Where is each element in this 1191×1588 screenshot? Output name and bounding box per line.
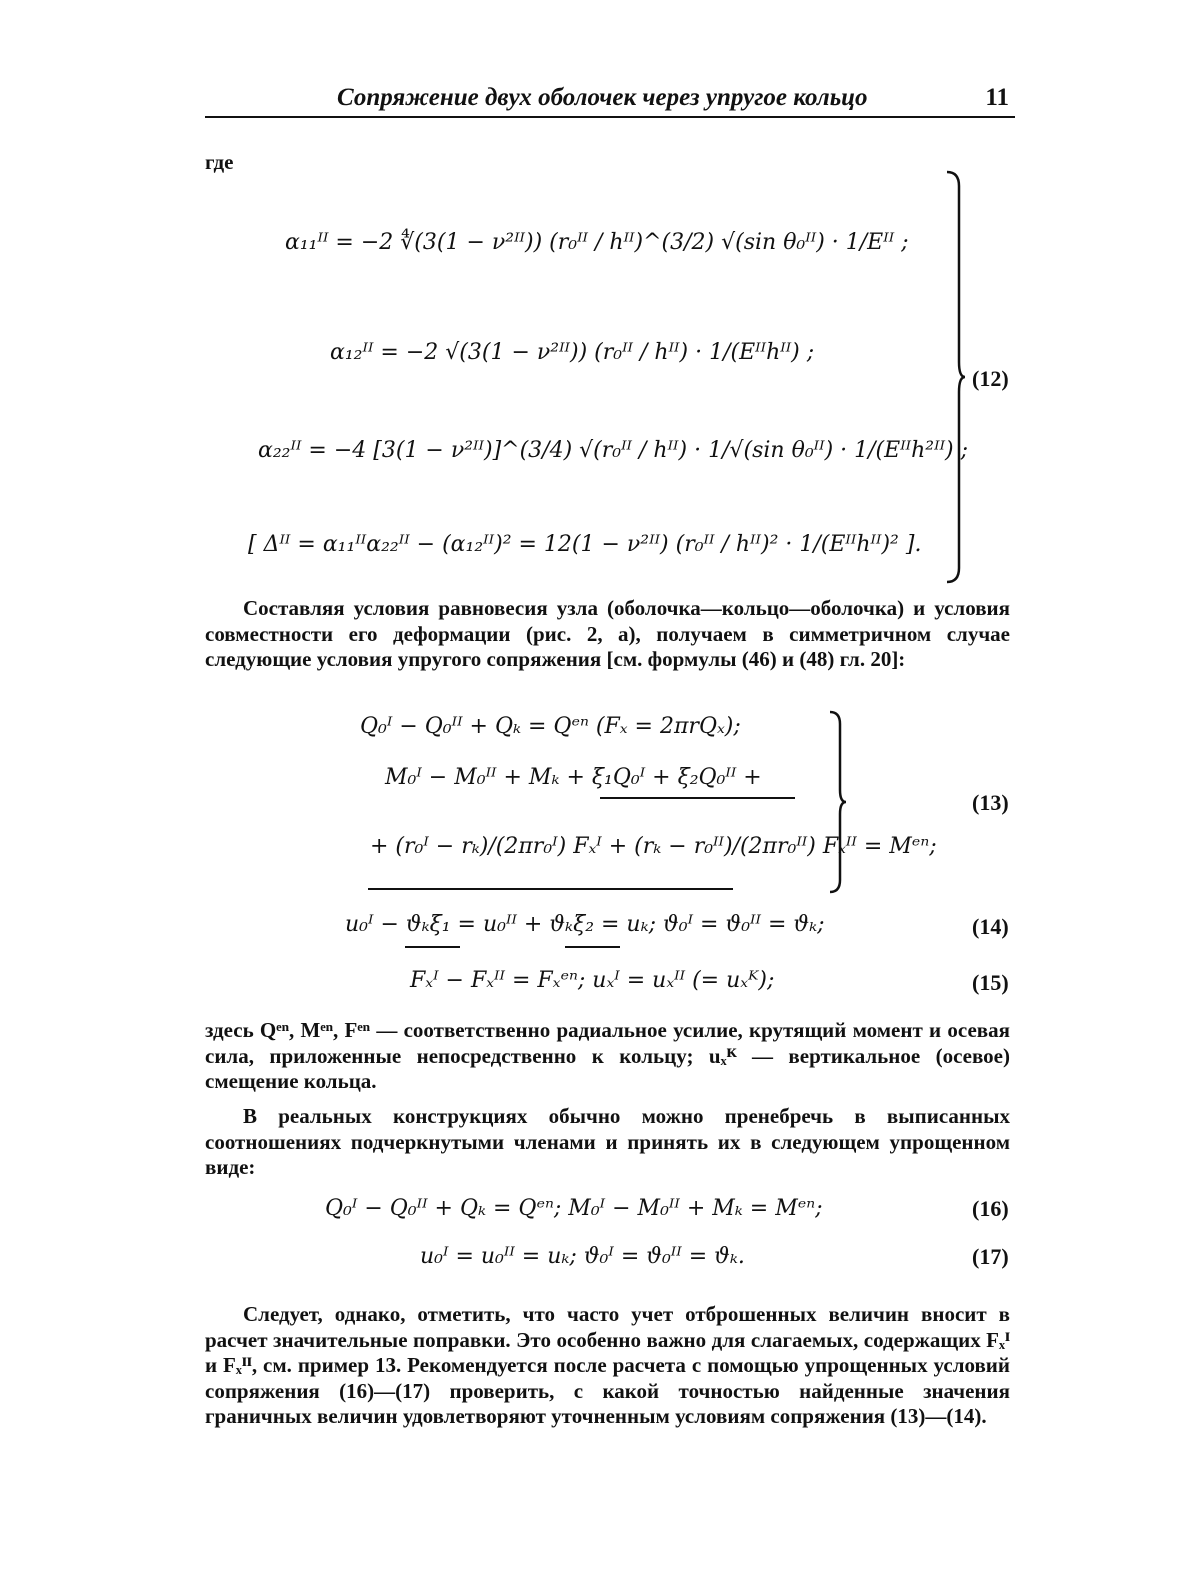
underline-13-line3 bbox=[368, 888, 733, 890]
equation-alpha12: α₁₂ᴵᴵ = −2 √(3(1 − ν²ᴵᴵ)) (r₀ᴵᴵ / hᴵᴵ) · 1/(Eᴵᴵhᴵᴵ) ; bbox=[330, 340, 815, 365]
equation-number-16: (16) bbox=[972, 1196, 1009, 1221]
intro-word: где bbox=[205, 150, 234, 174]
equation-alpha11: α₁₁ᴵᴵ = −2 ∜(3(1 − ν²ᴵᴵ)) (r₀ᴵᴵ / hᴵᴵ)^(3/2) √(sin θ₀ᴵᴵ) · 1/Eᴵᴵ ; bbox=[285, 230, 909, 255]
equation-16: Q₀ᴵ − Q₀ᴵᴵ + Qₖ = Qᵉⁿ; M₀ᴵ − M₀ᴵᴵ + Mₖ = Mᵉⁿ; bbox=[325, 1196, 823, 1221]
equation-13-line2: M₀ᴵ − M₀ᴵᴵ + Mₖ + ξ₁Q₀ᴵ + ξ₂Q₀ᴵᴵ + bbox=[385, 765, 762, 790]
running-header bbox=[205, 84, 1015, 118]
equation-15: Fₓᴵ − Fₓᴵᴵ = Fₓᵉⁿ; uₓᴵ = uₓᴵᴵ (= uₓᴷ); bbox=[410, 968, 775, 993]
header-rule bbox=[205, 116, 1015, 118]
right-brace-12 bbox=[945, 172, 965, 582]
equation-number-13: (13) bbox=[972, 790, 1009, 815]
paragraph-simplification: В реальных конструкциях обычно можно пренебречь в выписанных соотношениях подчеркнутыми членами и принять их в следующем упрощенном виде: bbox=[205, 1104, 1010, 1179]
equation-number-14: (14) bbox=[972, 914, 1009, 939]
underline-14-right bbox=[565, 946, 620, 948]
equation-13-line1: Q₀ᴵ − Q₀ᴵᴵ + Qₖ = Qᵉⁿ (Fₓ = 2πrQₓ); bbox=[360, 714, 741, 739]
paragraph-equilibrium: Составляя условия равновесия узла (оболочка—кольцо—оболочка) и условия совместности его деформации (рис. 2, а), получаем в симметричном случае следующие условия упругого сопряжения [см. формулы (46) и (48) гл. 20]: bbox=[205, 596, 1010, 671]
header-title: Сопряжение двух оболочек через упругое кольцо bbox=[337, 84, 868, 111]
page-number: 11 bbox=[985, 84, 1009, 111]
equation-13-line3: + (r₀ᴵ − rₖ)/(2πr₀ᴵ) Fₓᴵ + (rₖ − r₀ᴵᴵ)/(2πr₀ᴵᴵ) Fₓᴵᴵ = Mᵉⁿ; bbox=[370, 834, 937, 859]
equation-number-15: (15) bbox=[972, 970, 1009, 995]
equation-number-17: (17) bbox=[972, 1244, 1009, 1269]
equation-number-12: (12) bbox=[972, 366, 1009, 391]
equation-delta: [ Δᴵᴵ = α₁₁ᴵᴵα₂₂ᴵᴵ − (α₁₂ᴵᴵ)² = 12(1 − ν²ᴵᴵ) (r₀ᴵᴵ / hᴵᴵ)² · 1/(Eᴵᴵhᴵᴵ)² ]. bbox=[248, 532, 922, 557]
right-brace-13 bbox=[828, 712, 848, 892]
paragraph-remark: Следует, однако, отметить, что часто учет отброшенных величин вносит в расчет значительные поправки. Это особенно важно для слагаемых, содержащих Fₓᴵ и Fₓᴵᴵ, см. пример 13. Рекомендуется после расчета с помощью упрощенных условий сопряжения (16)—(17) проверить, с какой точностью найденные значения граничных величин удовлетворяют уточненным условиям сопряжения (13)—(14). bbox=[205, 1302, 1010, 1428]
underline-13-line2 bbox=[600, 797, 795, 799]
equation-17: u₀ᴵ = u₀ᴵᴵ = uₖ; ϑ₀ᴵ = ϑ₀ᴵᴵ = ϑₖ. bbox=[420, 1244, 745, 1269]
equation-alpha22: α₂₂ᴵᴵ = −4 [3(1 − ν²ᴵᴵ)]^(3/4) √(r₀ᴵᴵ / hᴵᴵ) · 1/√(sin θ₀ᴵᴵ) · 1/(Eᴵᴵh²ᴵᴵ) ; bbox=[258, 438, 969, 463]
paragraph-definitions: здесь Qᵉⁿ, Mᵉⁿ, Fᵉⁿ — соответственно радиальное усилие, крутящий момент и осевая сила, приложенные непосредственно к кольцу; uₓᴷ — вертикальное (осевое) смещение кольца. bbox=[205, 1018, 1010, 1093]
underline-14-left bbox=[405, 946, 460, 948]
equation-14: u₀ᴵ − ϑₖξ₁ = u₀ᴵᴵ + ϑₖξ₂ = uₖ; ϑ₀ᴵ = ϑ₀ᴵᴵ = ϑₖ; bbox=[345, 912, 825, 937]
